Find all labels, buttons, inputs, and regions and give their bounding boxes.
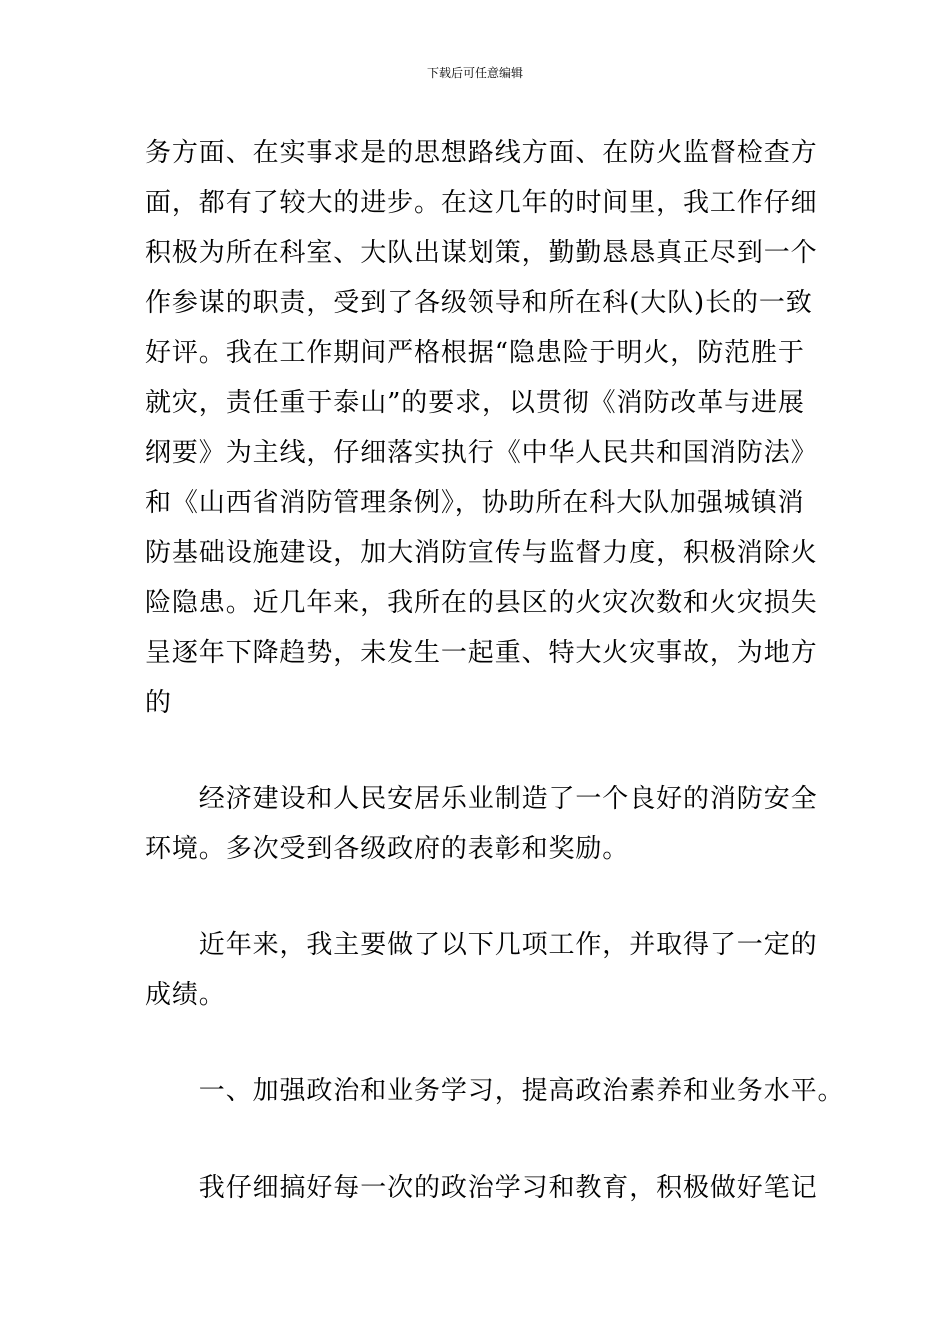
text-line: 面，都有了较大的进步。在这几年的时间里，我工作仔细 [145, 188, 818, 218]
paragraph-continued [145, 128, 818, 728]
text-line: 作参谋的职责，受到了各级领导和所在科(大队)长的一致 [145, 288, 813, 318]
text-line: 环境。多次受到各级政府的表彰和奖励。 [145, 834, 630, 864]
text-line: 纲要》为主线，仔细落实执行《中华人民共和国消防法》 [145, 438, 818, 468]
page-header: 下载后可任意编辑 [426, 66, 523, 80]
text-line: 成绩。 [145, 980, 226, 1010]
text-line: 务方面、在实事求是的思想路线方面、在防火监督检查方 [145, 138, 818, 168]
text-line: 的 [145, 688, 172, 718]
text-line: 好评。我在工作期间严格根据“隐患险于明火，防范胜于 [145, 338, 805, 368]
text-line: 积极为所在科室、大队出谋划策，勤勤恳恳真正尽到一个 [145, 238, 818, 268]
text-line: 防基础设施建设，加大消防宣传与监督力度，积极消除火 [145, 538, 818, 568]
paragraph-recent-work [145, 920, 818, 1020]
text-line: 我仔细搞好每一次的政治学习和教育，积极做好笔记 [145, 1173, 818, 1203]
text-line: 和《山西省消防管理条例》，协助所在科大队加强城镇消 [145, 488, 805, 518]
section-heading [145, 1066, 845, 1116]
paragraph-study [145, 1163, 818, 1213]
text-line: 险隐患。近几年来，我所在的县区的火灾次数和火灾损失 [145, 588, 818, 618]
text-line: 一、加强政治和业务学习，提高政治素养和业务水平。 [145, 1076, 845, 1106]
text-line: 就灾，责任重于泰山”的要求，以贯彻《消防改革与进展 [145, 388, 805, 418]
text-line: 近年来，我主要做了以下几项工作，并取得了一定的 [145, 930, 818, 960]
paragraph-economy [145, 774, 818, 874]
text-line: 经济建设和人民安居乐业制造了一个良好的消防安全 [145, 784, 818, 814]
text-line: 呈逐年下降趋势，未发生一起重、特大火灾事故，为地方 [145, 638, 818, 668]
